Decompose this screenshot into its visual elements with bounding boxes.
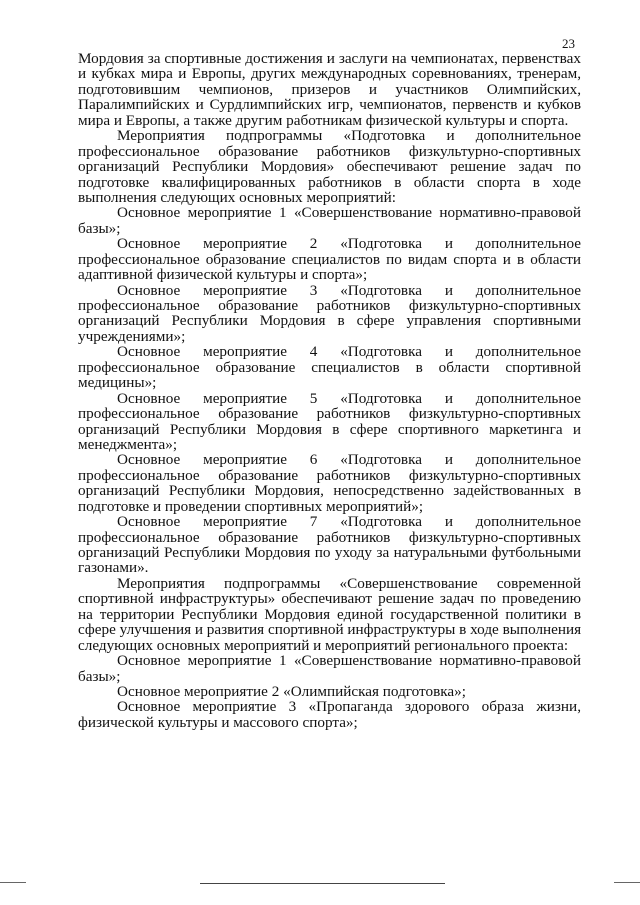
text-line: организаций Республики Мордовия в сфере управления спортивными — [78, 312, 581, 330]
text-line: медицины»; — [78, 374, 157, 392]
text-line: Основное мероприятие 3 «Подготовка и дополнительное — [117, 281, 581, 299]
text-line: физической культуры и массового спорта»; — [78, 713, 358, 731]
text-line: сфере улучшения и развития спортивной инфраструктуры в ходе выполнения — [78, 621, 582, 639]
text-line: Основное мероприятие 4 «Подготовка и дополнительное — [117, 343, 581, 361]
paragraph — [78, 51, 581, 128]
text-line: газонами». — [78, 559, 149, 577]
text-line: подготовке квалифицированных работников в области спорта в ходе — [78, 173, 581, 191]
text-line: профессиональное образование специалистов в области спортивной — [78, 358, 581, 376]
text-line: спортивной инфраструктуры» обеспечивают решение задач по проведению — [78, 590, 581, 608]
text-line: Основное мероприятие 6 «Подготовка и дополнительное — [117, 451, 581, 469]
text-line: адаптивной физической культуры и спорта»; — [78, 266, 368, 284]
text-line: учреждениями»; — [78, 327, 186, 345]
text-line: профессиональное образование работников физкультурно-спортивных — [78, 405, 581, 423]
text-line: и кубках мира и Европы, других международных соревнованиях, тренерам, — [78, 65, 581, 83]
text-line: на территории Республики Мордовия единой государственной политики в — [78, 605, 581, 623]
text-line: профессиональное образование работников физкультурно-спортивных — [78, 528, 581, 546]
text-line: Основное мероприятие 5 «Подготовка и дополнительное — [117, 389, 581, 407]
text-line: Основное мероприятие 1 «Совершенствование нормативно-правовой — [117, 204, 581, 222]
paragraph — [78, 236, 581, 282]
paragraph — [78, 283, 581, 345]
text-line: Мордовия за спортивные достижения и заслуги на чемпионатах, первенствах — [78, 50, 581, 67]
paragraph — [78, 205, 581, 236]
text-line: Основное мероприятие 2 «Олимпийская подготовка»; — [117, 682, 466, 700]
paragraph — [78, 576, 581, 653]
text-line: организаций Республики Мордовия в сфере спортивного маркетинга и — [78, 420, 581, 438]
text-line: базы»; — [78, 667, 121, 685]
text-line: Основное мероприятие 1 «Совершенствование нормативно-правовой — [117, 652, 581, 670]
text-line: организаций Республики Мордовия, непосредственно задействованных в — [78, 482, 581, 500]
text-line: профессиональное образование специалистов по видам спорта и в области — [78, 250, 581, 268]
page-number: 23 — [562, 36, 575, 51]
text-line: организаций Республики Мордовия по уходу за натуральными футбольными — [78, 544, 581, 561]
text-line: подготовке и проведении спортивных мероприятий»; — [78, 497, 424, 515]
paragraph — [78, 514, 581, 576]
paragraph — [78, 344, 581, 390]
text-line: менеджмента»; — [78, 435, 178, 453]
text-line: организаций Республики Мордовия» обеспечивают решение задач по — [78, 158, 581, 176]
scan-edge-mark-left — [0, 882, 26, 883]
paragraph — [78, 128, 581, 205]
paragraph — [78, 452, 581, 514]
text-line: Основное мероприятие 7 «Подготовка и дополнительное — [117, 513, 581, 531]
text-line: Основное мероприятие 2 «Подготовка и дополнительное — [117, 235, 581, 253]
scan-bottom-rule — [200, 883, 445, 884]
text-line: выполнения следующих основных мероприятий: — [78, 188, 396, 206]
paragraph — [78, 653, 581, 684]
paragraph — [78, 699, 581, 730]
paragraph — [78, 391, 581, 453]
document-body — [78, 51, 581, 730]
paragraph — [78, 684, 581, 699]
text-line: базы»; — [78, 219, 121, 237]
text-line: профессиональное образование работников физкультурно-спортивных — [78, 466, 581, 484]
text-line: профессиональное образование работников физкультурно-спортивных — [78, 297, 581, 314]
text-line: следующих основных мероприятий и мероприятий регионального проекта: — [78, 636, 569, 654]
text-line: мира и Европы, а также другим работникам физической культуры и спорта. — [78, 111, 569, 129]
text-line: подготовившим чемпионов, призеров и участников Олимпийских, — [78, 80, 581, 98]
text-line: Мероприятия подпрограммы «Совершенствование современной — [117, 574, 581, 592]
text-line: Паралимпийских и Сурдлимпийских игр, чемпионатов, первенств и кубков — [78, 96, 581, 114]
text-line: Основное мероприятие 3 «Пропаганда здорового образа жизни, — [117, 698, 581, 716]
text-line: профессиональное образование работников физкультурно-спортивных — [78, 142, 581, 160]
scan-edge-mark-right — [614, 882, 640, 883]
text-line: Мероприятия подпрограммы «Подготовка и дополнительное — [117, 127, 581, 145]
